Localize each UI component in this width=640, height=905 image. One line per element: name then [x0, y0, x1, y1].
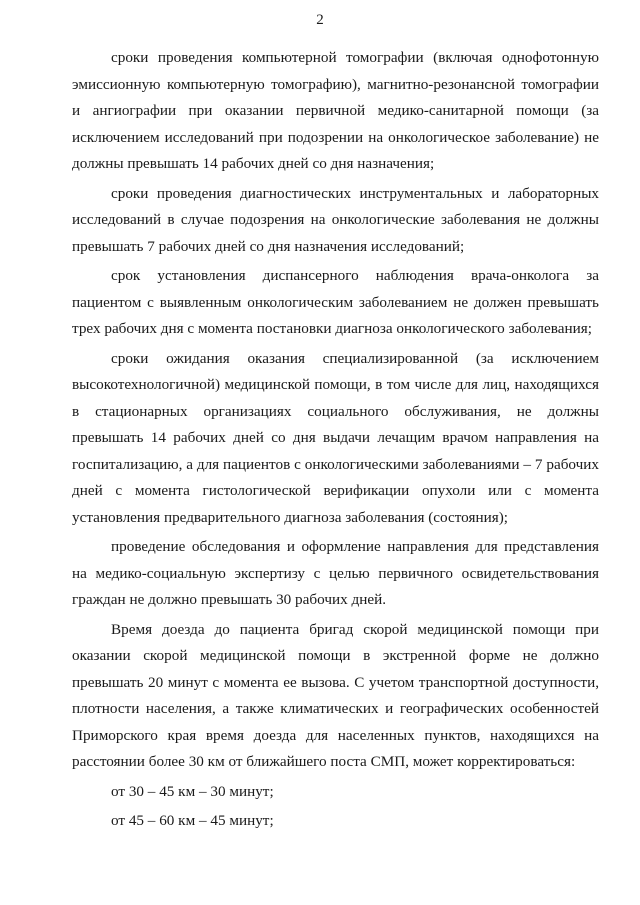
- paragraph-diagnostic-terms: сроки проведения диагностических инструментальных и лабораторных исследований в случае подозрения на онкологические заболевания не должны превышать 7 рабочих дней со дня назначения исследований;: [72, 184, 599, 255]
- paragraph-distance-30-45: от 30 – 45 км – 30 минут;: [111, 782, 274, 800]
- paragraph-ambulance-arrival: Время доезда до пациента бригад скорой медицинской помощи при оказании скорой медицинской помощи в экстренной форме не должно превышать 20 минут с момента ее вызова. С учетом транспортной доступности, плотности населения, а также климатических и географических особенностей Приморского края время доезда для населенных пунктов, находящихся на расстоянии более 30 км от ближайшего поста СМП, может корректироваться:: [72, 620, 599, 770]
- paragraph-specialized-care-wait: сроки ожидания оказания специализированной (за исключением высокотехнологичной) медицинской помощи, в том числе для лиц, находящихся в стационарных организациях социального обслуживания, не должны превышать 14 рабочих дней со дня выдачи лечащим врачом направления на госпитализацию, а для пациентов с онкологическими заболеваниями – 7 рабочих дней с момента гистологической верификации опухоли или с момента установления предварительного диагноза заболевания (состояния);: [72, 349, 599, 526]
- paragraph-oncologist-observation: срок установления диспансерного наблюдения врача-онколога за пациентом с выявленным онкологическим заболеванием не должен превышать трех рабочих дня с момента постановки диагноза онкологического заболевания;: [72, 267, 599, 337]
- paragraph-medical-social-expertise: проведение обследования и оформление направления для представления на медико-социальную экспертизу с целью первичного освидетельствования граждан не должно превышать 30 рабочих дней.: [72, 538, 599, 608]
- paragraph-distance-45-60: от 45 – 60 км – 45 минут;: [111, 812, 274, 829]
- paragraph-ct-mri-terms: сроки проведения компьютерной томографии (включая однофотонную эмиссионную компьютерную томографию), магнитно-резонансной томографии и ангиографии при оказании первичной медико-санитарной помощи (за исключением исследований при подозрении на онкологическое заболевание) не должны превышать 14 рабочих дней со дня назначения;: [72, 49, 599, 172]
- page-number: 2: [316, 12, 324, 28]
- document-body: [72, 45, 599, 838]
